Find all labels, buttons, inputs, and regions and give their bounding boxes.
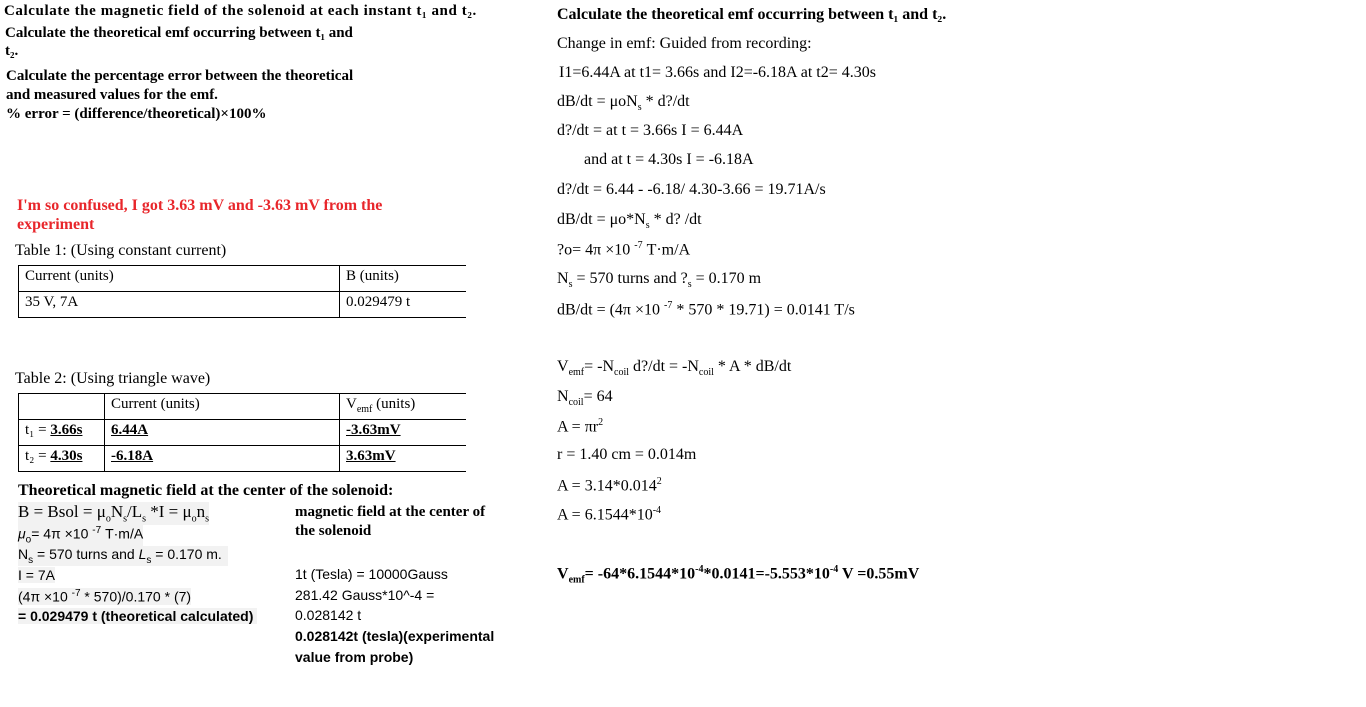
f: emf xyxy=(568,367,585,379)
emf-line xyxy=(557,300,855,320)
calculation xyxy=(18,588,191,605)
f: o xyxy=(105,513,111,525)
f: 2 xyxy=(656,476,662,487)
table-2 xyxy=(18,393,466,472)
emf-line xyxy=(557,211,702,232)
f: * 570)/0.170 * (7) xyxy=(80,588,192,605)
f: A = 6.1544*10 xyxy=(557,506,653,524)
f: V xyxy=(557,358,569,375)
f: *0.0141=-5.553*10 xyxy=(703,565,830,583)
f: s xyxy=(637,102,642,114)
f: -7 xyxy=(92,525,102,536)
v-label: V xyxy=(346,396,357,412)
f: L xyxy=(138,546,147,562)
cell-b: 0.029479 t xyxy=(340,292,467,318)
f: V xyxy=(557,565,569,583)
f: dB/dt = μoN xyxy=(557,93,638,110)
f: * 570 * 19.71) = 0.0141 T/s xyxy=(672,301,855,319)
emf-line xyxy=(557,240,690,260)
experimental-result-line1: 0.028142t (tesla)(experimental xyxy=(295,628,495,644)
f: coil xyxy=(568,397,584,409)
question-2-line2: t₂. xyxy=(5,43,19,59)
f: N xyxy=(110,502,124,521)
cell-time xyxy=(19,420,105,446)
f: coil xyxy=(614,367,630,379)
cell-current: 6.44A xyxy=(105,420,340,446)
f: B = Bsol = μ xyxy=(18,502,106,521)
table-row xyxy=(19,446,467,472)
conversion-1: 1t (Tesla) = 10000Gauss xyxy=(295,566,448,582)
f: V =0.55mV xyxy=(838,565,920,583)
cell-vemf: -3.63mV xyxy=(340,420,467,446)
f: * d?/dt xyxy=(641,93,690,110)
table-row xyxy=(19,292,467,318)
cell-current: -6.18A xyxy=(105,446,340,472)
emf-line xyxy=(557,476,662,496)
emf-line xyxy=(557,505,661,525)
percent-error-formula: % error = (difference/theoretical)×100% xyxy=(6,106,267,122)
f: N xyxy=(557,388,569,405)
table-row xyxy=(19,394,467,420)
emf-line: r = 1.40 cm = 0.014m xyxy=(557,446,697,463)
f: d?/dt = -N xyxy=(629,358,699,375)
student-note-line1: I'm so confused, I got 3.63 mV and -3.63 mV from the xyxy=(17,197,383,214)
student-note-line2: experiment xyxy=(17,216,95,233)
f: -7 xyxy=(71,588,81,599)
f: /L xyxy=(127,502,143,521)
f: * A * dB/dt xyxy=(713,358,792,375)
f: s xyxy=(687,279,692,291)
f: (4π ×10 xyxy=(18,588,72,605)
f: T·m/A xyxy=(101,525,144,542)
f: = 570 turns and xyxy=(33,546,139,562)
f: N xyxy=(18,546,29,562)
f: n xyxy=(196,502,206,521)
time-label: t₂ = xyxy=(25,448,51,464)
f: -4 xyxy=(829,564,839,575)
f: s xyxy=(568,279,573,291)
emf-line: Change in emf: Guided from recording: xyxy=(557,35,812,52)
f: emf xyxy=(568,574,585,586)
emf-line xyxy=(557,270,761,291)
f: T·m/A xyxy=(642,241,691,259)
table-1 xyxy=(18,265,466,318)
units-label: (units) xyxy=(372,396,416,412)
header-b: B (units) xyxy=(340,266,467,292)
table-row xyxy=(19,266,467,292)
probe-heading-line1: magnetic field at the center of xyxy=(295,504,486,520)
ns-ls-values xyxy=(18,546,228,566)
f: = -64*6.1544*10 xyxy=(584,565,696,583)
f: = -N xyxy=(584,358,615,375)
emf-line: I1=6.44A at t1= 3.66s and I2=-6.18A at t2= 4.30s xyxy=(559,64,876,81)
f: -7 xyxy=(634,240,643,251)
emf-line: d?/dt = 6.44 - -6.18/ 4.30-3.66 = 19.71A/s xyxy=(557,181,826,198)
time-value: 4.30s xyxy=(50,448,83,464)
theoretical-result: = 0.029479 t (theoretical calculated) xyxy=(18,608,257,624)
vemf-result xyxy=(557,564,919,586)
question-3-line2: and measured values for the emf. xyxy=(6,87,218,103)
f: s xyxy=(142,513,147,525)
f: dB/dt = (4π ×10 xyxy=(557,301,665,319)
question-2-line1: Calculate the theoretical emf occurring between t₁ and xyxy=(5,25,353,41)
cell-vemf: 3.63mV xyxy=(340,446,467,472)
emf-line xyxy=(557,93,690,114)
f: = 0.170 m xyxy=(691,270,762,287)
header-blank xyxy=(19,394,105,420)
f: o xyxy=(191,513,197,525)
current-value: I = 7A xyxy=(18,567,55,583)
question-3-line1: Calculate the percentage error between the theoretical xyxy=(6,68,354,84)
emf-line: and at t = 4.30s I = -6.18A xyxy=(584,151,754,168)
f: = 64 xyxy=(583,388,613,405)
f: N xyxy=(557,270,569,287)
f: -4 xyxy=(652,505,662,516)
f: 2 xyxy=(598,417,604,428)
bsol-formula xyxy=(18,502,209,525)
f: coil xyxy=(698,367,714,379)
f: s xyxy=(645,220,650,232)
f: s xyxy=(205,513,210,525)
f: = 0.170 m. xyxy=(151,546,222,562)
table1-caption: Table 1: (Using constant current) xyxy=(15,242,227,259)
emf-line xyxy=(557,358,791,379)
f: -7 xyxy=(664,300,673,311)
emf-heading: Calculate the theoretical emf occurring between t₁ and t₂. xyxy=(557,6,947,23)
header-current: Current (units) xyxy=(105,394,340,420)
mu-value xyxy=(18,525,143,546)
f: * d? /dt xyxy=(649,211,702,228)
f: dB/dt = μo*N xyxy=(557,211,646,228)
f: ?o= 4π ×10 xyxy=(557,241,635,259)
f: s xyxy=(146,554,152,566)
question-1: Calculate the magnetic field of the solenoid at each instant t₁ and t₂. xyxy=(4,3,477,19)
experimental-result-line2: value from probe) xyxy=(295,649,414,665)
f: A = 3.14*0.014 xyxy=(557,477,657,495)
header-current: Current (units) xyxy=(19,266,340,292)
table2-caption: Table 2: (Using triangle wave) xyxy=(15,370,211,387)
theory-heading: Theoretical magnetic field at the center of the solenoid: xyxy=(18,482,394,499)
cell-time xyxy=(19,446,105,472)
f: = 570 turns and ? xyxy=(572,270,688,287)
f: μ xyxy=(18,525,26,542)
conversion-3: 0.028142 t xyxy=(295,607,362,623)
f: A = πr xyxy=(557,418,599,436)
cell-current: 35 V, 7A xyxy=(19,292,340,318)
f: s xyxy=(28,554,34,566)
emf-line xyxy=(557,417,603,437)
time-label: t₁ = xyxy=(25,422,51,438)
f: s xyxy=(123,513,127,525)
emf-sub: emf xyxy=(356,404,373,415)
f: *I = μ xyxy=(146,502,192,521)
emf-line: d?/dt = at t = 3.66s I = 6.44A xyxy=(557,122,744,139)
header-vemf xyxy=(340,394,467,420)
f: o xyxy=(25,534,32,546)
table-row xyxy=(19,420,467,446)
f: -4 xyxy=(695,564,704,575)
emf-line xyxy=(557,388,613,409)
conversion-2: 281.42 Gauss*10^-4 = xyxy=(295,587,435,603)
f: = 4π ×10 xyxy=(31,525,93,542)
time-value: 3.66s xyxy=(50,422,83,438)
probe-heading-line2: the solenoid xyxy=(295,523,372,539)
